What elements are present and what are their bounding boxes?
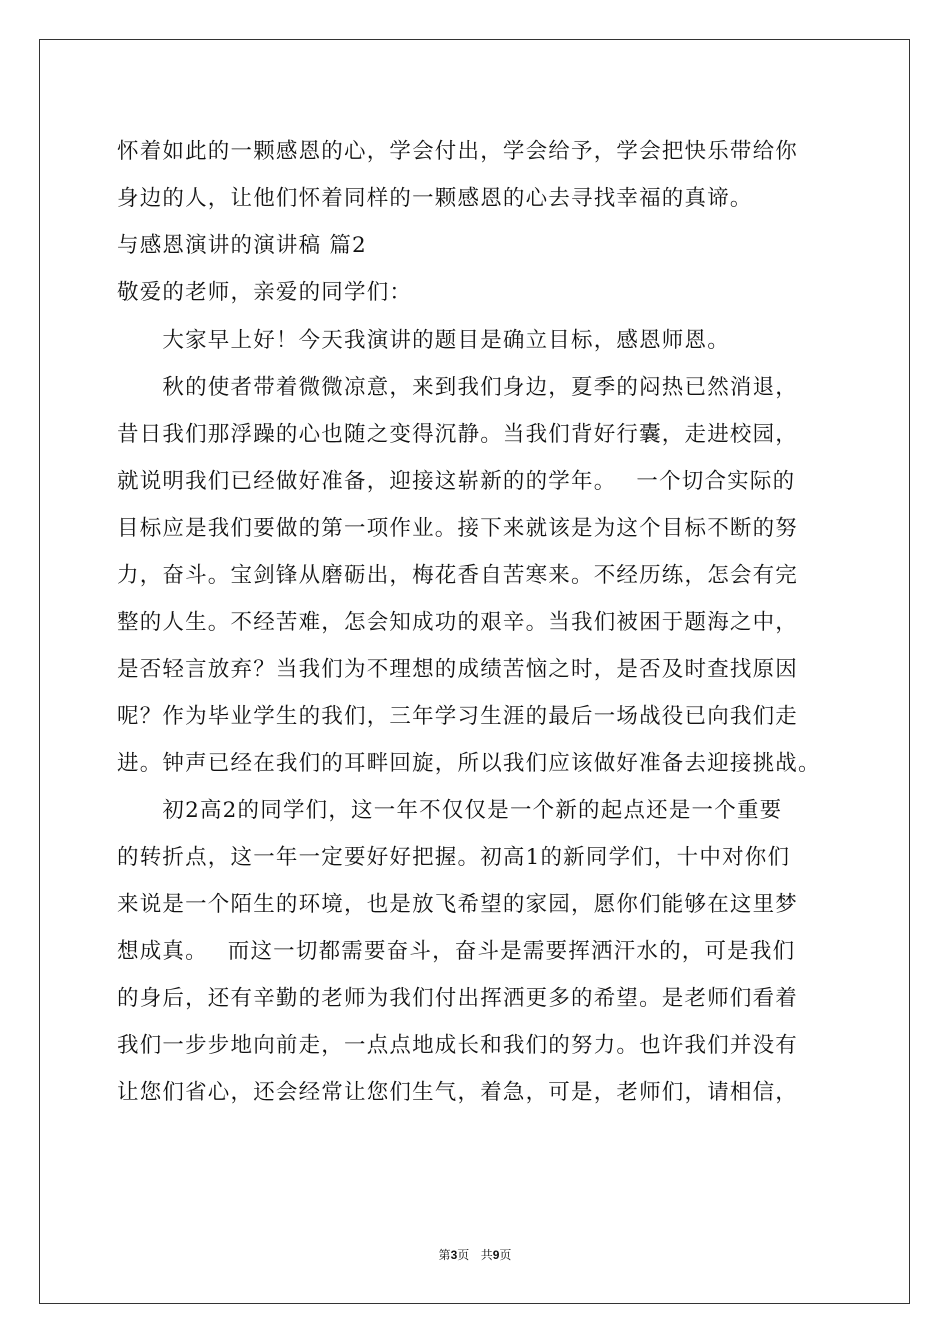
total-suffix: 页 (499, 1248, 512, 1262)
page-suffix: 页 (457, 1248, 470, 1262)
text-line: 我们一步步地向前走，一点点地成长和我们的努力。也许我们并没有 (117, 1033, 799, 1058)
text-line: 呢？作为毕业学生的我们，三年学习生涯的最后一场战役已向我们走 (117, 704, 799, 729)
text-line: 进。钟声已经在我们的耳畔回旋，所以我们应该做好准备去迎接挑战。 (117, 751, 821, 776)
text-line: 昔日我们那浮躁的心也随之变得沉静。当我们背好行囊，走进校园， (117, 422, 799, 447)
page-number: 3 (450, 1248, 458, 1262)
text-line: 就说明我们已经做好准备，迎接这崭新的的学年。 一个切合实际的 (117, 469, 796, 494)
page-footer (0, 1248, 950, 1262)
salutation: 敬爱的老师，亲爱的同学们： (117, 280, 413, 305)
text-line: 身边的人，让他们怀着同样的一颗感恩的心去寻找幸福的真谛。 (117, 186, 753, 211)
text-line: 初2高2的同学们，这一年不仅仅是一个新的起点还是一个重要 (117, 798, 783, 823)
text-line: 大家早上好！今天我演讲的题目是确立目标，感恩师恩。 (117, 328, 730, 353)
total-prefix: 共 (480, 1248, 493, 1262)
total-pages: 9 (492, 1248, 500, 1262)
text-line: 想成真。 而这一切都需要奋斗，奋斗是需要挥洒汗水的，可是我们 (117, 939, 796, 964)
text-line: 的身后，还有辛勤的老师为我们付出挥洒更多的希望。是老师们看着 (117, 986, 799, 1011)
text-line: 目标应是我们要做的第一项作业。接下来就该是为这个目标不断的努 (117, 516, 799, 541)
text-line: 来说是一个陌生的环境，也是放飞希望的家园，愿你们能够在这里梦 (117, 892, 799, 917)
text-line: 秋的使者带着微微凉意，来到我们身边，夏季的闷热已然消退， (117, 375, 799, 400)
text-line: 让您们省心，还会经常让您们生气，着急，可是，老师们，请相信， (117, 1080, 799, 1105)
text-line: 整的人生。不经苦难，怎会知成功的艰辛。当我们被困于题海之中， (117, 610, 799, 635)
page-prefix: 第 (438, 1248, 451, 1262)
text-line: 怀着如此的一颗感恩的心，学会付出，学会给予，学会把快乐带给你 (117, 139, 799, 164)
text-line: 是否轻言放弃？当我们为不理想的成绩苦恼之时，是否及时查找原因 (117, 657, 799, 682)
text-line: 力，奋斗。宝剑锋从磨砺出，梅花香自苦寒来。不经历练，怎会有完 (117, 563, 799, 588)
text-line: 的转折点，这一年一定要好好把握。初高1的新同学们，十中对你们 (117, 845, 791, 870)
section-heading: 与感恩演讲的演讲稿 篇2 (117, 233, 367, 258)
